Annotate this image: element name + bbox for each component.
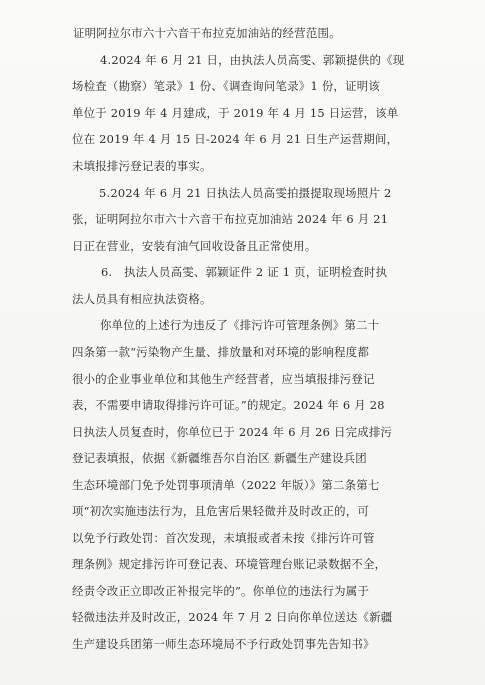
body-text-line: 登记表填报，依据《新疆维吾尔自治区 新疆生产建设兵团 bbox=[72, 451, 367, 465]
body-text-line: 很小的企业事业单位和其他生产经营者，应当填报排污登记 bbox=[72, 372, 375, 386]
body-text-line: 理条例》规定排污许可登记表、环境管理台账记录数据不全， bbox=[72, 557, 387, 571]
body-text-line: 四条第一款“污染物产生量、排放量和对环境的影响程度都 bbox=[72, 345, 370, 359]
body-text-line: 张，证明阿拉尔市六十六音干布拉克加油站 2024 年 6 月 21 bbox=[72, 212, 389, 226]
body-text-line: 生产建设兵团第一师生态环境局不予行政处罚事先告知书》 bbox=[72, 637, 375, 651]
body-text-line: 你单位的上述行为违反了《排污许可管理条例》第二十 bbox=[100, 318, 380, 332]
body-text-line: 未填报排污登记表的事实。 bbox=[72, 159, 212, 173]
body-text-line: 单位于 2019 年 4 月建成，于 2019 年 4 月 15 日运营，该单 bbox=[72, 106, 399, 120]
body-text-line: 法人员具有相应执法资格。 bbox=[72, 292, 212, 306]
body-text-line: 表，不需要申请取得排污许可证。”的规定。2024 年 6 月 28 bbox=[72, 398, 385, 412]
body-text-line: 位在 2019 年 4 月 15 日-2024 年 6 月 21 日生产运营期间， bbox=[72, 132, 399, 146]
body-text-line: 以免予行政处罚：首次发现，未填报或者未按《排污许可管 bbox=[72, 531, 375, 545]
body-text-line: 生态环境部门免予处罚事项清单（2022 年版）》第二条第七 bbox=[72, 478, 380, 492]
body-text-line: 4.2024 年 6 月 21 日，由执法人员高雯、郭颖提供的《现 bbox=[100, 53, 405, 67]
body-text-line: 日执法人员复查时，你单位已于 2024 年 6 月 26 日完成排污 bbox=[72, 425, 393, 439]
body-text-line: 6. 执法人员高雯、郭颖证件 2 证 1 页，证明检查时执 bbox=[101, 265, 388, 279]
body-text-line: 经责令改正立即改正补报完毕的”。你单位的违法行为属于 bbox=[72, 584, 370, 598]
body-text-line: 场检查（勘察）笔录》1 份、《调查询问笔录》1 份，证明该 bbox=[72, 79, 381, 93]
body-text-line: 日正在营业，安装有油气回收设备且正常使用。 bbox=[72, 239, 317, 253]
body-text-line: 轻微违法并及时改正，2024 年 7 月 2 日向你单位送达《新疆 bbox=[72, 610, 393, 624]
body-text-line: 项“初次实施违法行为，且危害后果轻微并及时改正的，可 bbox=[72, 504, 370, 518]
body-text-line: 证明阿拉尔市六十六音干布拉克加油站的经营范围。 bbox=[73, 26, 341, 40]
body-text-line: 5.2024 年 6 月 21 日执法人员高雯拍摄提取现场照片 2 bbox=[99, 186, 392, 200]
